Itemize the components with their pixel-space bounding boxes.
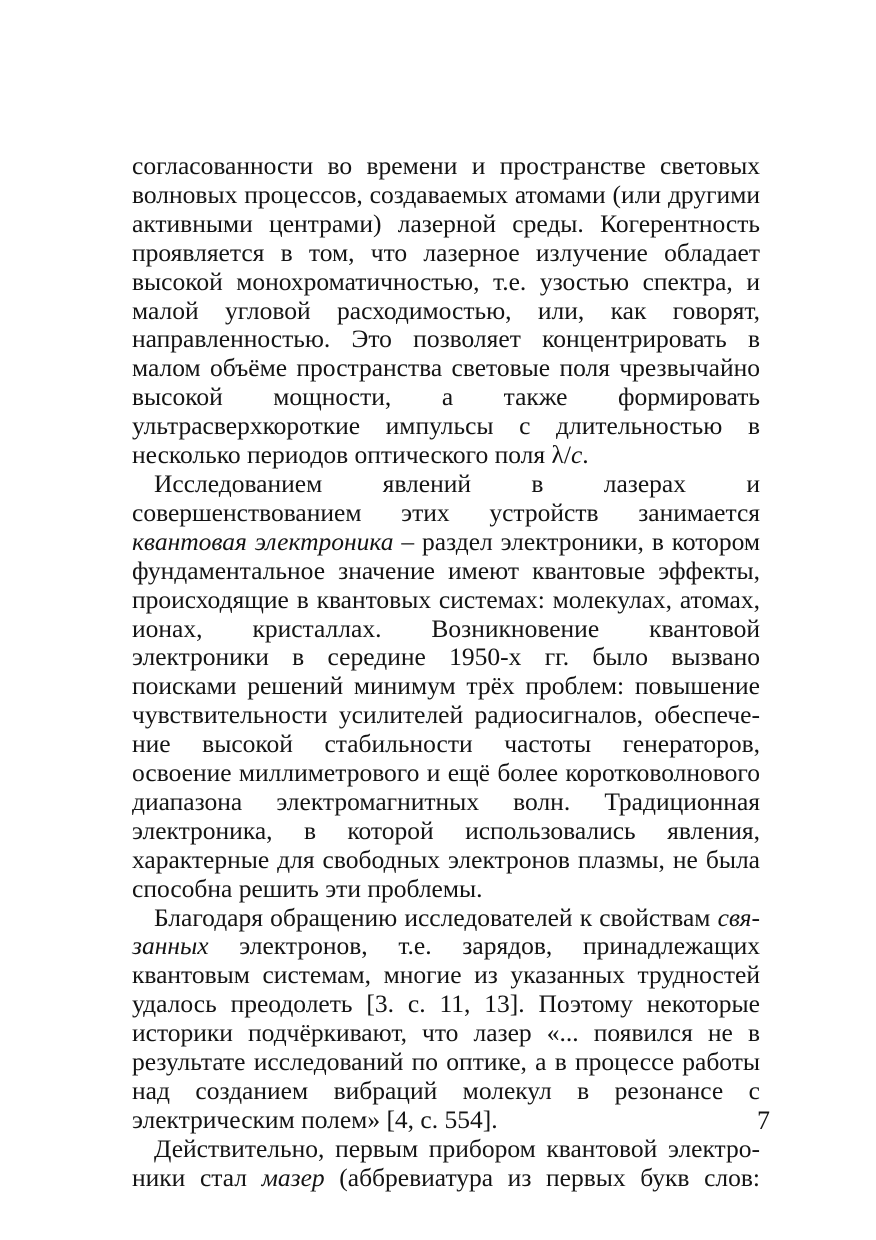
- paragraph-3-text-a: Благодаря обращению исследователей к свойствам: [154, 902, 718, 932]
- lambda-symbol: λ/: [551, 440, 571, 470]
- term-maser: мазер: [261, 1162, 325, 1192]
- speed-of-light-symbol: c: [570, 440, 583, 470]
- paragraph-1: [132, 152, 760, 470]
- term-bound: связанных: [132, 902, 760, 961]
- lambda-over-c: [551, 440, 582, 469]
- paragraph-4: [132, 1135, 760, 1193]
- paragraph-2: [132, 470, 760, 904]
- paragraph-3-text-b: электронов, т.е. зарядов, принадлежащих квантовым системам, многие из указанных трудностей удалось преодолеть [3. с. 11, 13]. Поэтому некоторые историки подчёркивают, что лазер «... появился не в результате исследований по оптике, а в процессе работы над созданием вибраций молекул в резонансе с электрическим полем» [4, с. 554].: [132, 931, 760, 1134]
- term-quantum-electronics: квантовая электроника: [132, 526, 394, 556]
- paragraph-1-text: согласованности во времени и пространстве световых волновых процессов, создаваемых атомами (или другими активными центрами) лазерной среды. Когерентность проявляется в том, что лазерное излучение обладает высокой монохроматичностью, т.е. узостью спектра, и малой угловой расходимостью, или, как говорят, направленностью. Это позволяет концентрировать в малом объёме пространства световые поля чрезвычайно высокой мощности, а также формировать ультрасверхкороткие импульсы с длительностью в несколько периодов оптического поля: [132, 151, 760, 470]
- paragraph-2-text-a: Исследованием явлений в лазерах и совершенствованием этих устройств занимается: [132, 468, 760, 527]
- paragraph-4-text-a: Действительно, первым прибором квантовой электроники стал: [132, 1133, 760, 1192]
- paragraph-2-text-b: – раздел электроники, в котором фундаментальное значение имеют квантовые эффекты, происходящие в квантовых системах: молекулах, атомах, ионах, кристаллах. Возникновение квантовой электроники в середине 1950-х гг. было вызвано поисками решений минимум трёх проблем: повышение чувствительности усилителей радиосигналов, обеспечение высокой стабильности частоты генераторов, освоение миллиметрового и ещё более коротковолнового диапазона электромагнитных волн. Традиционная электроника, в которой использовались явления, характерные для свободных электронов плазмы, не была способна решить эти проблемы.: [132, 526, 760, 903]
- paragraph-4-text-b: (аббревиатура из первых букв слов:: [324, 1162, 760, 1192]
- body-text: [132, 152, 760, 1193]
- page-number: 7: [757, 1106, 770, 1135]
- paragraph-3: [132, 904, 760, 1135]
- paragraph-1-end: .: [582, 440, 589, 470]
